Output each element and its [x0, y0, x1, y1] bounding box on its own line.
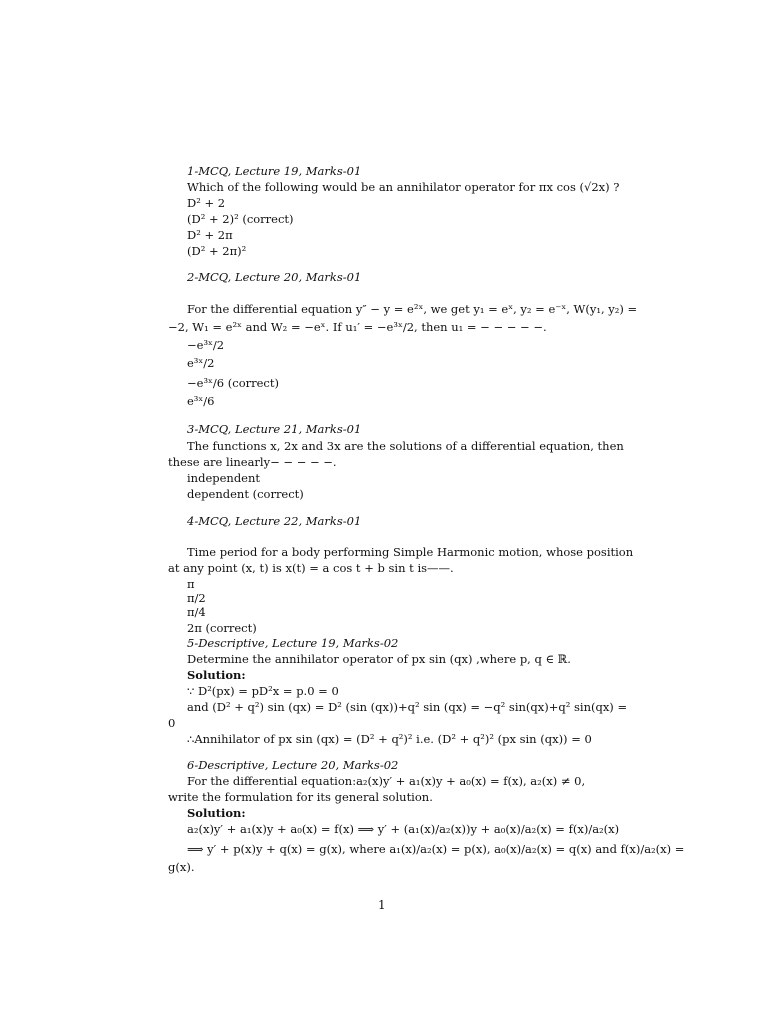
q2-question-line2: −2, W₁ = e²ˣ and W₂ = −eˣ. If u₁′ = −e³ˣ/2, then u₁ = − − − − −.	[168, 320, 547, 334]
q5-solution-line4: ∴Annihilator of px sin (qx) = (D² + q²)² i.e. (D² + q²)² (px sin (qx)) = 0	[187, 732, 592, 746]
q1-option-3: D² + 2π	[187, 228, 233, 242]
q4-option-1: π	[187, 577, 195, 591]
q2-option-3: −e³ˣ/6 (correct)	[187, 376, 279, 390]
q2-question-line1: For the differential equation y″ − y = e²ˣ, we get y₁ = eˣ, y₂ = e⁻ˣ, W(y₁, y₂) =	[187, 302, 638, 316]
q4-option-2: π/2	[187, 591, 206, 605]
q5-heading: 5-Descriptive, Lecture 19, Marks-02	[187, 636, 399, 650]
q6-question-line1: For the differential equation:a₂(x)y′ + a₁(x)y + a₀(x) = f(x), a₂(x) ≠ 0,	[187, 774, 586, 788]
q3-heading: 3-MCQ, Lecture 21, Marks-01	[187, 422, 362, 436]
q1-heading: 1-MCQ, Lecture 19, Marks-01	[187, 164, 362, 178]
q2-heading: 2-MCQ, Lecture 20, Marks-01	[187, 270, 362, 284]
q4-question-line1: Time period for a body performing Simple Harmonic motion, whose position	[187, 545, 634, 559]
q2-option-1: −e³ˣ/2	[187, 338, 225, 352]
q6-heading: 6-Descriptive, Lecture 20, Marks-02	[187, 758, 399, 772]
q1-option-4: (D² + 2π)²	[187, 244, 247, 258]
q6-solution-line3: g(x).	[168, 860, 195, 874]
q1-option-2: (D² + 2)² (correct)	[187, 212, 294, 226]
q6-solution-line2: ⟹ y′ + p(x)y + q(x) = g(x), where a₁(x)/a₂(x) = p(x), a₀(x)/a₂(x) = q(x) and f(x)/a₂(x) =	[187, 842, 685, 856]
q3-question-line2: these are linearly− − − − −.	[168, 455, 337, 469]
q5-solution-line2: and (D² + q²) sin (qx) = D² (sin (qx))+q² sin (qx) = −q² sin(qx)+q² sin(qx) =	[187, 700, 628, 714]
q2-option-2: e³ˣ/2	[187, 356, 215, 370]
q1-option-1: D² + 2	[187, 196, 226, 210]
q5-solution-line1: ∵ D²(px) = pD²x = p.0 = 0	[187, 684, 339, 698]
q6-solution-label: Solution:	[187, 806, 246, 820]
q5-solution-line3: 0	[168, 716, 176, 730]
q3-question-line1: The functions x, 2x and 3x are the solutions of a differential equation, then	[187, 439, 624, 453]
q4-option-4: 2π (correct)	[187, 621, 257, 635]
q1-question: Which of the following would be an annihilator operator for πx cos (√2x) ?	[187, 180, 620, 194]
q2-option-4: e³ˣ/6	[187, 394, 215, 408]
q3-option-2: dependent (correct)	[187, 487, 304, 501]
page-number: 1	[378, 898, 386, 912]
q3-option-1: independent	[187, 471, 261, 485]
q5-solution-label: Solution:	[187, 668, 246, 682]
q6-solution-line1: a₂(x)y′ + a₁(x)y + a₀(x) = f(x) ⟹ y′ + (a₁(x)/a₂(x))y + a₀(x)/a₂(x) = f(x)/a₂(x)	[187, 822, 620, 836]
q4-question-line2: at any point (x, t) is x(t) = a cos t + b sin t is——.	[168, 561, 454, 575]
q4-option-3: π/4	[187, 605, 206, 619]
q5-question: Determine the annihilator operator of px sin (qx) ,where p, q ∈ ℝ.	[187, 652, 571, 666]
q6-question-line2: write the formulation for its general solution.	[168, 790, 433, 804]
q4-heading: 4-MCQ, Lecture 22, Marks-01	[187, 514, 362, 528]
